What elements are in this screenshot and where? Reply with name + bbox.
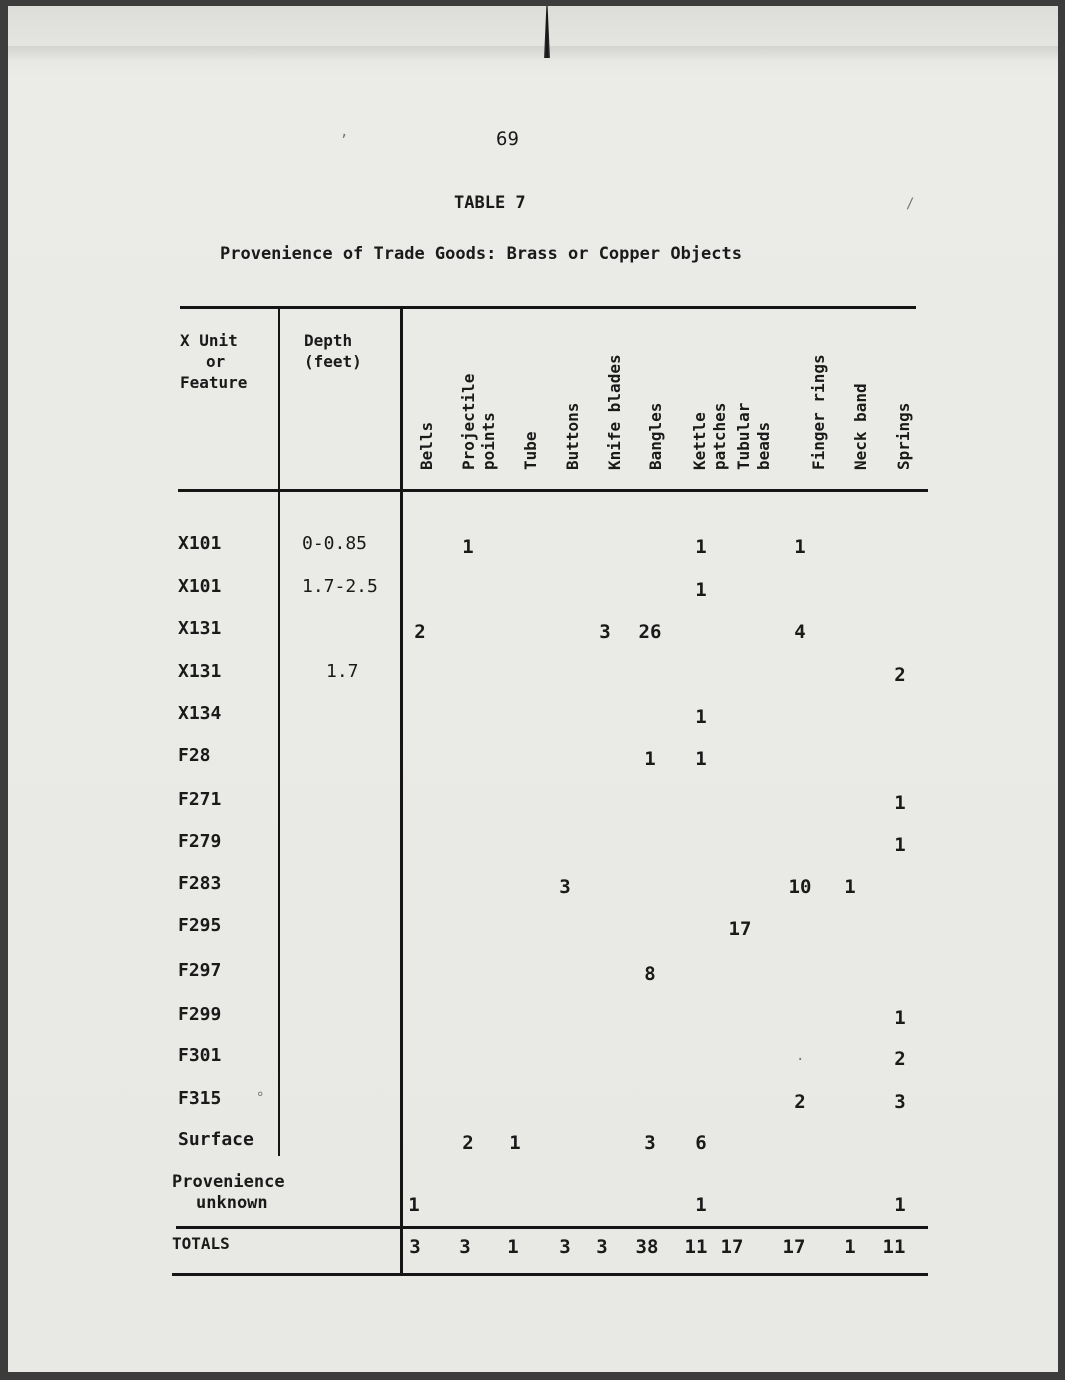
row-depth: 1.7 (326, 661, 359, 682)
row-label: Surface (178, 1129, 254, 1150)
scan-smudge: · (796, 1052, 805, 1068)
totals-cell: 1 (844, 1236, 856, 1258)
unit-header (180, 330, 247, 393)
table-cell: 3 (644, 1132, 656, 1154)
table-cell: 3 (559, 876, 571, 898)
depth-header (304, 330, 362, 372)
table-cell: 1 (509, 1132, 521, 1154)
totals-label: TOTALS (172, 1234, 230, 1253)
row-label: X131 (178, 661, 222, 682)
row-label: X101 (178, 533, 222, 554)
column-header: Buttons (563, 402, 582, 470)
staple-mark (544, 6, 550, 58)
column-header: Neck band (851, 383, 870, 470)
table-caption: Provenience of Trade Goods: Brass or Copper Objects (220, 244, 742, 264)
row-label: F283 (178, 873, 222, 894)
scan-smudge: , (340, 124, 349, 140)
table-cell: 3 (894, 1091, 906, 1113)
totals-cell: 3 (409, 1236, 421, 1258)
table-cell: 10 (788, 876, 812, 898)
row-depth: 1.7-2.5 (302, 576, 378, 597)
column-header: Tube (521, 431, 540, 470)
totals-cell: 17 (782, 1236, 806, 1258)
table-cell: 1 (894, 1007, 906, 1029)
row-label: F295 (178, 915, 222, 936)
column-header: points (479, 412, 498, 470)
table-cell: 1 (408, 1194, 420, 1216)
unit-header-line: Feature (180, 373, 248, 392)
table-cell: 1 (462, 536, 474, 558)
totals-cell: 1 (507, 1236, 519, 1258)
table-cell: 1 (894, 1194, 906, 1216)
table-cell: 1 (695, 706, 707, 728)
totals-cell: 11 (684, 1236, 708, 1258)
row-label: F299 (178, 1004, 222, 1025)
column-header: Kettle (690, 412, 709, 470)
header-bottom-rule (178, 489, 928, 492)
totals-cell: 17 (720, 1236, 744, 1258)
page-number: 69 (496, 128, 519, 150)
table-cell: 1 (644, 748, 656, 770)
table-cell: 1 (894, 792, 906, 814)
table-cell: 3 (599, 621, 611, 643)
totals-cell: 3 (459, 1236, 471, 1258)
scan-smudge: ° (256, 1090, 265, 1106)
table-cell: 1 (695, 1194, 707, 1216)
row-label: F297 (178, 960, 222, 981)
unit-header-line: X Unit (180, 331, 238, 350)
table-cell: 1 (894, 834, 906, 856)
table-cell: 2 (894, 664, 906, 686)
row-label: F28 (178, 745, 211, 766)
row-label: F271 (178, 789, 222, 810)
row-label: F301 (178, 1045, 222, 1066)
column-header: Finger rings (809, 354, 828, 470)
table-cell: 26 (638, 621, 662, 643)
column-header: patches (710, 402, 729, 470)
unit-depth-divider (278, 308, 280, 1156)
table-cell: 1 (794, 536, 806, 558)
page-top-shadow (8, 46, 1058, 62)
row-label: F279 (178, 831, 222, 852)
row-depth: 0-0.85 (302, 533, 368, 554)
table-cell: 17 (728, 918, 752, 940)
column-header: Bangles (646, 402, 665, 470)
unknown-row-label: unknown (196, 1193, 268, 1213)
table-cell: 1 (695, 748, 707, 770)
row-label: F315 (178, 1088, 222, 1109)
table-cell: 1 (695, 536, 707, 558)
unit-header-line: or (206, 352, 226, 371)
table-cell: 8 (644, 963, 656, 985)
table-cell: 6 (695, 1132, 707, 1154)
table-cell: 2 (894, 1048, 906, 1070)
table-title: TABLE 7 (454, 193, 526, 213)
scan-smudge: / (906, 196, 915, 212)
depth-header-line: Depth (304, 331, 353, 350)
row-label: X131 (178, 618, 222, 639)
column-header: Bells (417, 421, 436, 470)
depth-values-divider (400, 308, 403, 1276)
column-header: Knife blades (605, 354, 624, 470)
totals-cell: 3 (596, 1236, 608, 1258)
table-cell: 1 (844, 876, 856, 898)
column-header: Springs (894, 402, 913, 470)
column-header: Projectile (459, 373, 478, 470)
table-bottom-rule (172, 1273, 928, 1276)
totals-cell: 11 (882, 1236, 906, 1258)
table-cell: 2 (794, 1091, 806, 1113)
row-label: X134 (178, 703, 222, 724)
document-page (8, 6, 1058, 1372)
unknown-row-label: Provenience (172, 1172, 285, 1192)
totals-top-rule (176, 1226, 928, 1229)
table-cell: 4 (794, 621, 806, 643)
totals-cell: 38 (635, 1236, 659, 1258)
row-label: X101 (178, 576, 222, 597)
depth-header-line: (feet) (304, 352, 362, 371)
table-top-rule (180, 306, 916, 309)
table-cell: 2 (414, 621, 426, 643)
totals-cell: 3 (559, 1236, 571, 1258)
table-cell: 2 (462, 1132, 474, 1154)
column-header: Tubular (734, 402, 753, 470)
column-header: beads (754, 421, 773, 470)
table-cell: 1 (695, 579, 707, 601)
